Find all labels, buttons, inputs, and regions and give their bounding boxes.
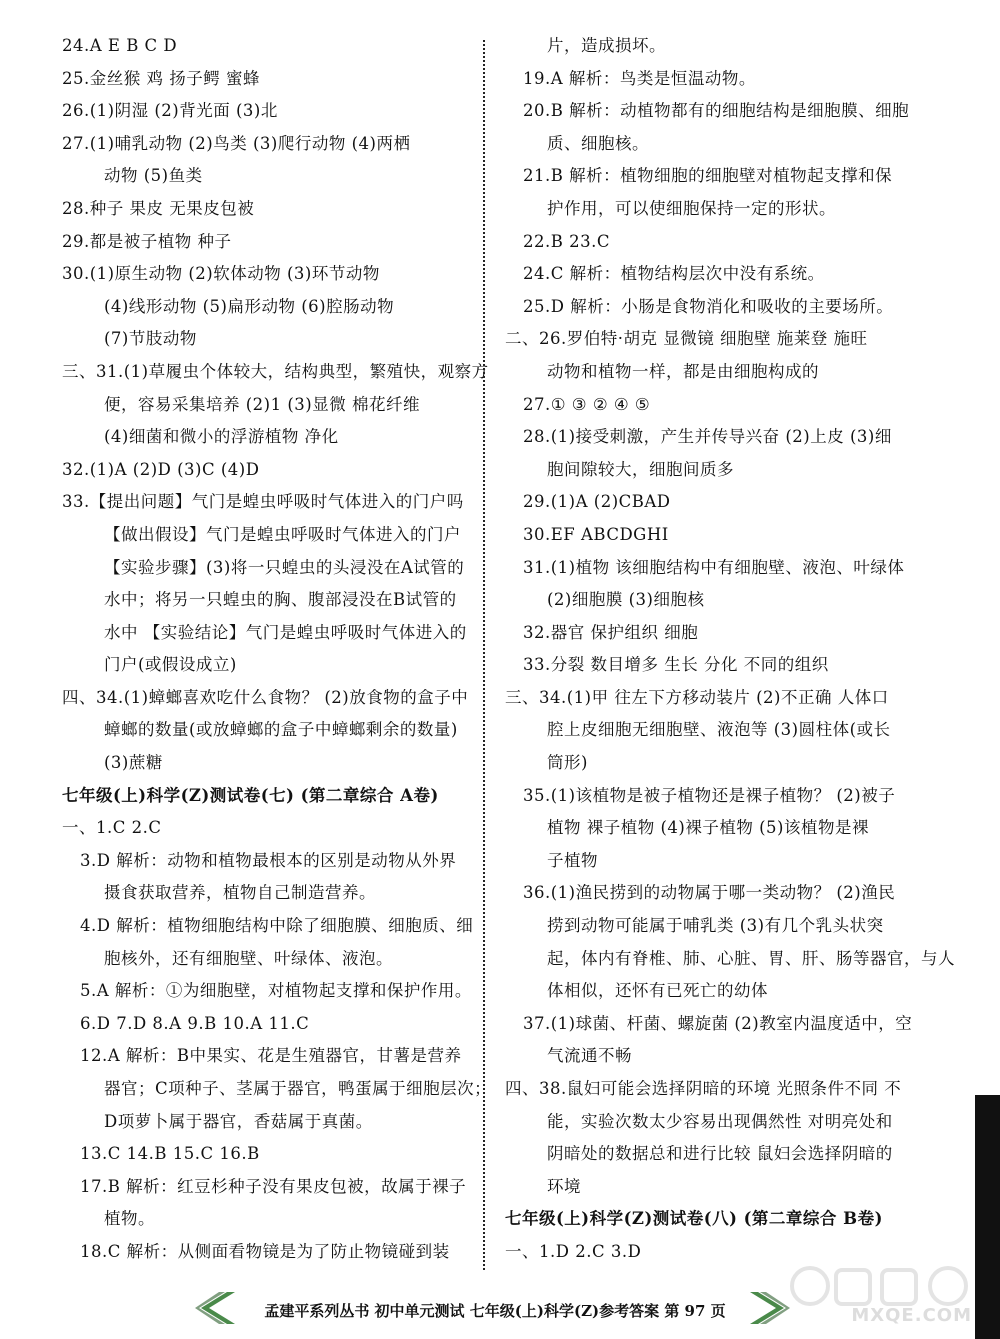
answer-line: 20.B 解析：动植物都有的细胞结构是细胞膜、细胞 (523, 101, 910, 121)
answer-line: (3)蔗糖 (104, 753, 163, 773)
watermark-text: MXQE.COM (851, 1305, 972, 1326)
answer-line: 一、1.D 2.C 3.D (505, 1241, 642, 1261)
answer-line: 子植物 (547, 850, 598, 870)
answer-line: 4.D 解析：植物细胞结构中除了细胞膜、细胞质、细 (80, 916, 474, 936)
answer-line: 6.D 7.D 8.A 9.B 10.A 11.C (80, 1013, 310, 1033)
answer-line: 一、1.C 2.C (62, 818, 162, 838)
answer-line: 三、31.(1)草履虫个体较大，结构典型，繁殖快，观察方 (62, 361, 489, 381)
answer-line: 35.(1)该植物是被子植物还是裸子植物？ (2)被子 (523, 785, 896, 805)
answer-line: 29.都是被子植物 种子 (62, 231, 232, 251)
answer-line: 24.A E B C D (62, 36, 178, 55)
answer-line: 水中 【实验结论】气门是蝗虫呼吸时气体进入的 (104, 622, 467, 642)
answer-line: 水中；将另一只蝗虫的胸、腹部浸没在B试管的 (104, 590, 457, 610)
answer-line: 27.① ③ ② ④ ⑤ (523, 394, 651, 414)
right-column (505, 30, 955, 1269)
answer-line: 动物 (5)鱼类 (104, 166, 203, 186)
answer-line: 环境 (547, 1176, 581, 1196)
answer-line: (4)细菌和微小的浮游植物 净化 (104, 427, 339, 447)
answer-line: 片，造成损坏。 (547, 36, 666, 55)
answer-line: 气流通不畅 (547, 1046, 632, 1066)
answer-line: 起，体内有脊椎、肺、心脏、胃、肝、肠等器官，与人 (547, 948, 955, 968)
answer-line: (2)细胞膜 (3)细胞核 (547, 590, 705, 610)
answer-line: 25.金丝猴 鸡 扬子鳄 蜜蜂 (62, 68, 260, 88)
answer-line: 19.A 解析：鸟类是恒温动物。 (523, 68, 756, 88)
answer-line: 21.B 解析：植物细胞的细胞壁对植物起支撑和保 (523, 166, 893, 186)
section-heading: 七年级(上)科学(Z)测试卷(八) (第二章综合 B卷) (505, 1209, 883, 1229)
answer-line: 26.(1)阴湿 (2)背光面 (3)北 (62, 101, 278, 121)
answer-line: 3.D 解析：动物和植物最根本的区别是动物从外界 (80, 850, 457, 870)
answer-line: 质、细胞核。 (547, 133, 649, 153)
answer-line: 24.C 解析：植物结构层次中没有系统。 (523, 264, 825, 284)
answer-line: 护作用，可以使细胞保持一定的形状。 (547, 198, 836, 218)
answer-line: 摄食获取营养，植物自己制造营养。 (104, 883, 376, 903)
answer-line: 二、26.罗伯特·胡克 显微镜 细胞壁 施莱登 施旺 (505, 329, 868, 349)
answer-line: 捞到动物可能属于哺乳类 (3)有几个乳头状突 (547, 916, 884, 936)
answer-line: 三、34.(1)甲 往左下方移动装片 (2)不正确 人体口 (505, 687, 889, 707)
answer-line: 器官；C项种子、茎属于器官，鸭蛋属于细胞层次； (104, 1079, 492, 1098)
answer-line: 25.D 解析：小肠是食物消化和吸收的主要场所。 (523, 296, 894, 316)
answer-line: 胞核外，还有细胞壁、叶绿体、液泡。 (104, 948, 393, 968)
answer-line: (4)线形动物 (5)扁形动物 (6)腔肠动物 (104, 296, 395, 316)
answer-line: 30.EF ABCDGHI (523, 524, 669, 544)
answer-line: 胞间隙较大，细胞间质多 (547, 459, 734, 479)
answer-line: 四、34.(1)蟑螂喜欢吃什么食物？ (2)放食物的盒子中 (62, 687, 469, 707)
answer-line: 动物和植物一样，都是由细胞构成的 (547, 361, 819, 381)
answer-line: 31.(1)植物 该细胞结构中有细胞壁、液泡、叶绿体 (523, 557, 905, 577)
answer-line: 33.分裂 数目增多 生长 分化 不同的组织 (523, 655, 829, 675)
answer-line: 5.A 解析：①为细胞壁，对植物起支撑和保护作用。 (80, 981, 472, 1001)
left-column (62, 30, 492, 1269)
answer-line: 33.【提出问题】气门是蝗虫呼吸时气体进入的门户吗 (62, 492, 464, 512)
answer-line: 13.C 14.B 15.C 16.B (80, 1144, 260, 1164)
answer-line: 27.(1)哺乳动物 (2)鸟类 (3)爬行动物 (4)两栖 (62, 133, 411, 153)
answer-line: 门户(或假设成立) (104, 655, 237, 675)
answer-line: 28.种子 果皮 无果皮包被 (62, 198, 255, 218)
answer-line: D项萝卜属于器官，香菇属于真菌。 (104, 1111, 373, 1131)
answer-line: 植物。 (104, 1209, 155, 1229)
answer-line: 便，容易采集培养 (2)1 (3)显微 棉花纤维 (104, 394, 420, 414)
answer-line: 32.器官 保护组织 细胞 (523, 622, 699, 642)
answer-line: 36.(1)渔民捞到的动物属于哪一类动物？ (2)渔民 (523, 883, 896, 903)
answer-line: 植物 裸子植物 (4)裸子植物 (5)该植物是裸 (547, 818, 869, 838)
answer-line: 【实验步骤】(3)将一只蝗虫的头浸没在A试管的 (104, 557, 465, 577)
answer-line: 18.C 解析：从侧面看物镜是为了防止物镜碰到装 (80, 1241, 450, 1261)
answer-line: 筒形) (547, 753, 588, 773)
answer-line: 37.(1)球菌、杆菌、螺旋菌 (2)教室内温度适中，空 (523, 1013, 913, 1033)
answer-line: 四、38.鼠妇可能会选择阴暗的环境 光照条件不同 不 (505, 1079, 902, 1098)
answer-line: 【做出假设】气门是蝗虫呼吸时气体进入的门户 (104, 524, 461, 544)
answer-line: 体相似，还怀有已死亡的幼体 (547, 981, 768, 1001)
answer-line: 12.A 解析：B中果实、花是生殖器官，甘薯是营养 (80, 1046, 462, 1066)
column-divider (483, 40, 485, 1270)
page-footer: 孟建平系列丛书 初中单元测试 七年级(上)科学(Z)参考答案 第 97 页 (264, 1302, 726, 1320)
answer-line: 29.(1)A (2)CBAD (523, 492, 671, 512)
section-heading: 七年级(上)科学(Z)测试卷(七) (第二章综合 A卷) (62, 785, 439, 805)
answer-line: 腔上皮细胞无细胞壁、液泡等 (3)圆柱体(或长 (547, 720, 891, 740)
answer-line: 32.(1)A (2)D (3)C (4)D (62, 459, 260, 479)
answer-line: 22.B 23.C (523, 231, 610, 251)
answer-line: 阴暗处的数据总和进行比较 鼠妇会选择阴暗的 (547, 1144, 893, 1164)
answer-line: 17.B 解析：红豆杉种子没有果皮包被，故属于裸子 (80, 1176, 467, 1196)
answer-line: 30.(1)原生动物 (2)软体动物 (3)环节动物 (62, 264, 380, 284)
answer-line: 蟑螂的数量(或放蟑螂的盒子中蟑螂剩余的数量) (104, 720, 458, 740)
chevron-right-icon (744, 1288, 790, 1328)
answer-line: (7)节肢动物 (104, 329, 197, 349)
answer-line: 能，实验次数太少容易出现偶然性 对明亮处和 (547, 1111, 893, 1131)
answer-line: 28.(1)接受刺激，产生并传导兴奋 (2)上皮 (3)细 (523, 427, 892, 447)
